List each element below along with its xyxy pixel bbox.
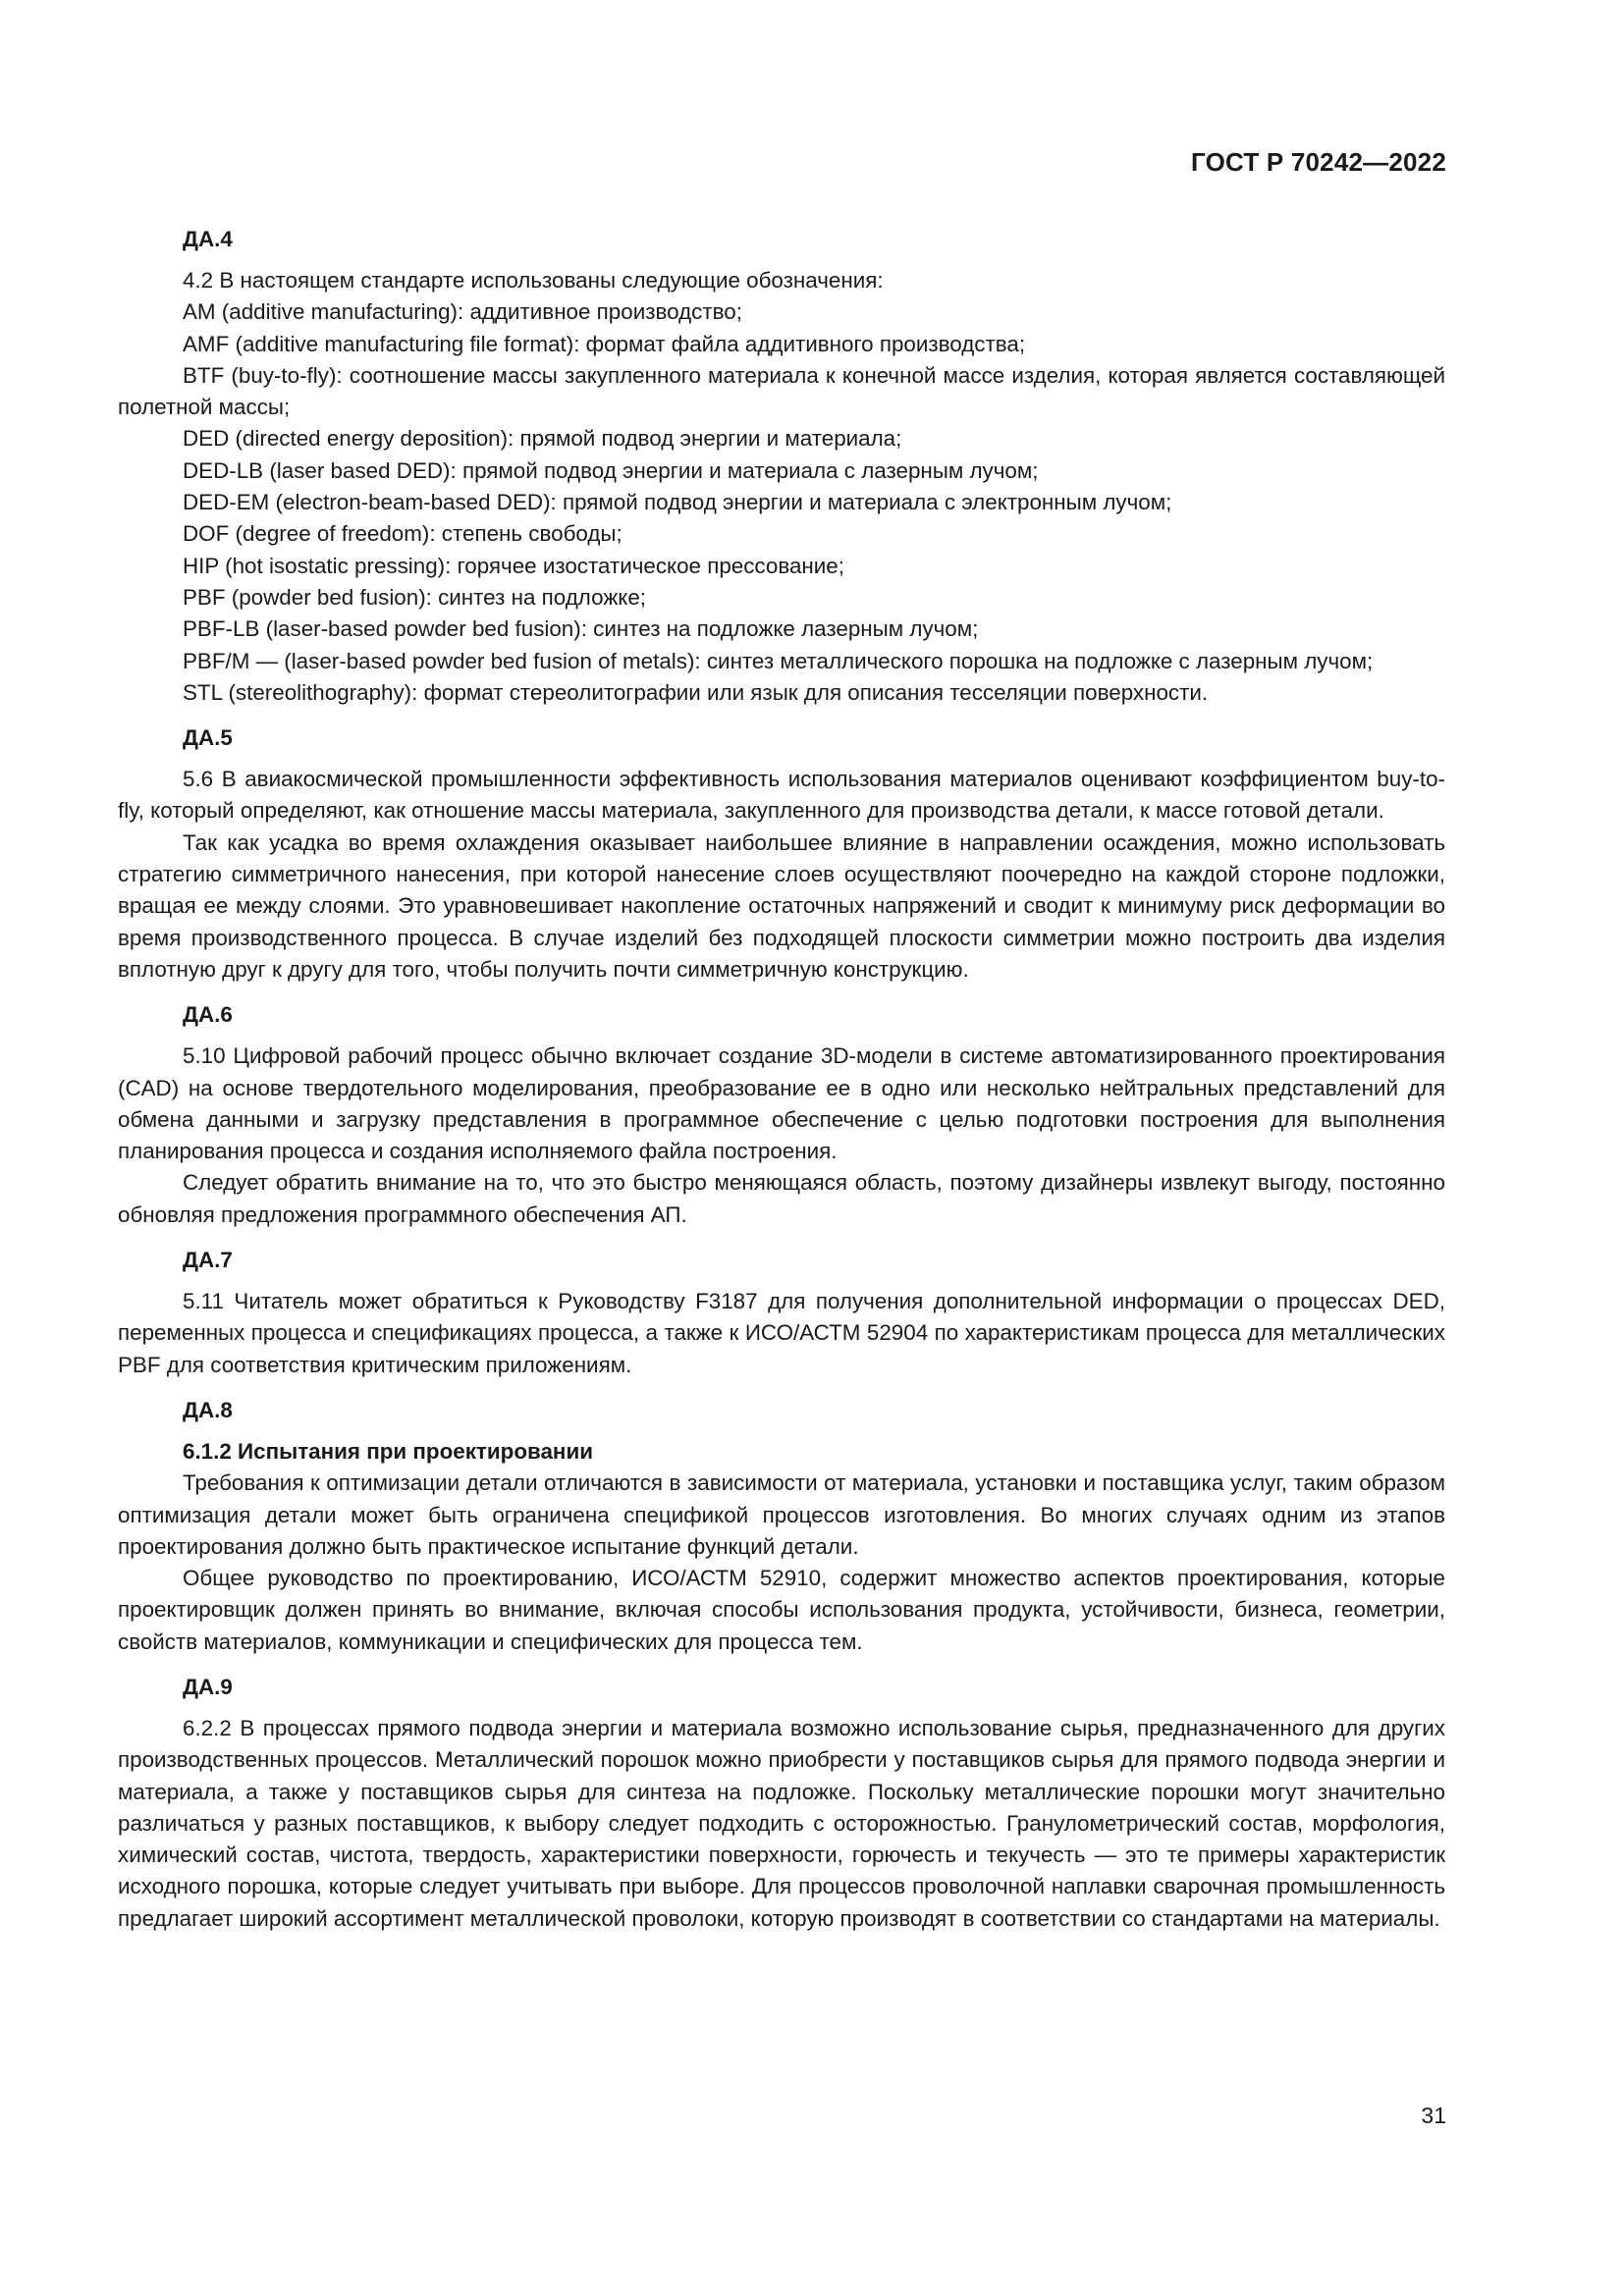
paragraph: AM (additive manufacturing): аддитивное производство; xyxy=(183,299,742,325)
paragraph: DED-LB (laser based DED): прямой подвод энергии и материала с лазерным лучом; xyxy=(183,457,1039,483)
paragraph: Следует обратить внимание на то, что это быстро меняющаяся область, поэтому дизайнеры извлекут выгоду, постоянно обновляя предложения программного обеспечения АП. xyxy=(118,1170,1445,1227)
paragraph: DED (directed energy deposition): прямой подвод энергии и материала; xyxy=(183,426,902,452)
section-heading-da7: ДА.7 xyxy=(183,1248,233,1273)
paragraph: 5.6 В авиакосмической промышленности эффективность использования материалов оценивают коэффициентом buy-to-fly, который определяют, как отношение массы материала, закупленного для производства детали, к массе готовой детали. xyxy=(118,767,1445,824)
paragraph: PBF (powder bed fusion): синтез на подложке; xyxy=(183,584,647,610)
paragraph: DED-EM (electron-beam-based DED): прямой подвод энергии и материала с электронным лучом; xyxy=(183,490,1172,515)
section-heading-da6: ДА.6 xyxy=(183,1002,233,1028)
subsection-heading: 6.1.2 Испытания при проектировании xyxy=(183,1438,593,1464)
paragraph: PBF-LB (laser-based powder bed fusion): синтез на подложке лазерным лучом; xyxy=(183,616,979,642)
paragraph: Так как усадка во время охлаждения оказывает наибольшее влияние в направлении осаждения, можно использовать стратегию симметричного нанесения, при которой нанесение слоев осуществляют поочередно на каждой стороне подложки, вращая ее между слоями. Это уравновешивает накопление остаточных напряжений и сводит к минимуму риск деформации во время производственного процесса. В случае изделий без подходящей плоскости симметрии можно построить два изделия вплотную друг к другу для того, чтобы получить почти симметричную конструкцию. xyxy=(118,829,1445,982)
paragraph: AMF (additive manufacturing file format): формат файла аддитивного производства; xyxy=(183,331,1026,356)
paragraph: BTF (buy-to-fly): соотношение массы закупленного материала к конечной массе изделия, которая является составляющей полетной массы; xyxy=(118,362,1445,420)
section-heading-da8: ДА.8 xyxy=(183,1397,233,1422)
paragraph: HIP (hot isostatic pressing): горячее изостатическое прессование; xyxy=(183,553,844,578)
paragraph: Требования к оптимизации детали отличаются в зависимости от материала, установки и поставщика услуг, таким образом оптимизация детали может быть ограничена спецификой процессов изготовления. Во многих случаях одним из этапов проектирования должно быть практическое испытание функций детали. xyxy=(118,1470,1445,1559)
paragraph: 6.2.2 В процессах прямого подвода энергии и материала возможно использование сырья, предназначенного для других производственных процессов. Металлический порошок можно приобрести у поставщиков сырья для прямого подвода энергии и материала, а также у поставщиков сырья для синтеза на подложке. Поскольку металлические порошки могут значительно различаться у разных поставщиков, к выбору следует подходить с осторожностью. Гранулометрический состав, морфология, химический состав, чистота, твердость, характеристики поверхности, горючесть и текучесть — это те примеры характеристик исходного порошка, которые следует учитывать при выборе. Для процессов проволочной наплавки сварочная промышленность предлагает широкий ассортимент металлической проволоки, которую производят в соответствии со стандартами на материалы. xyxy=(118,1715,1445,1931)
paragraph: Общее руководство по проектированию, ИСО/АСТМ 52910, содержит множество аспектов проектирования, которые проектировщик должен принять во внимание, включая способы использования продукта, устойчивости, бизнеса, геометрии, свойств материалов, коммуникации и специфических для процесса тем. xyxy=(118,1566,1445,1654)
section-heading-da9: ДА.9 xyxy=(183,1674,233,1699)
paragraph: STL (stereolithography): формат стереолитографии или язык для описания тесселяции поверхности. xyxy=(183,679,1209,705)
paragraph: PBF/M — (laser-based powder bed fusion of metals): синтез металлического порошка на подложке с лазерным лучом; xyxy=(183,648,1374,673)
paragraph: DOF (degree of freedom): степень свободы; xyxy=(183,521,623,547)
document-header: ГОСТ Р 70242—2022 xyxy=(1191,147,1446,177)
section-heading-da5: ДА.5 xyxy=(183,725,233,751)
page-number: 31 xyxy=(1421,2103,1446,2128)
paragraph: 5.10 Цифровой рабочий процесс обычно включает создание 3D-модели в системе автоматизированного проектирования (CAD) на основе твердотельного моделирования, преобразование ее в одно или несколько нейтральных представлений для обмена данными и загрузку представления в программное обеспечение с целью подготовки построения для выполнения планирования процесса и создания исполняемого файла построения. xyxy=(118,1043,1445,1164)
section-heading-da4: ДА.4 xyxy=(183,227,233,251)
paragraph: 5.11 Читатель может обратиться к Руководству F3187 для получения дополнительной информации о процессах DED, переменных процесса и спецификациях процесса, а также к ИСО/АСТМ 52904 по характеристикам процесса для металлических PBF для соответствия критическим приложениям. xyxy=(118,1289,1445,1377)
paragraph: 4.2 В настоящем стандарте использованы следующие обозначения: xyxy=(183,268,884,293)
document-body xyxy=(118,224,1445,1935)
